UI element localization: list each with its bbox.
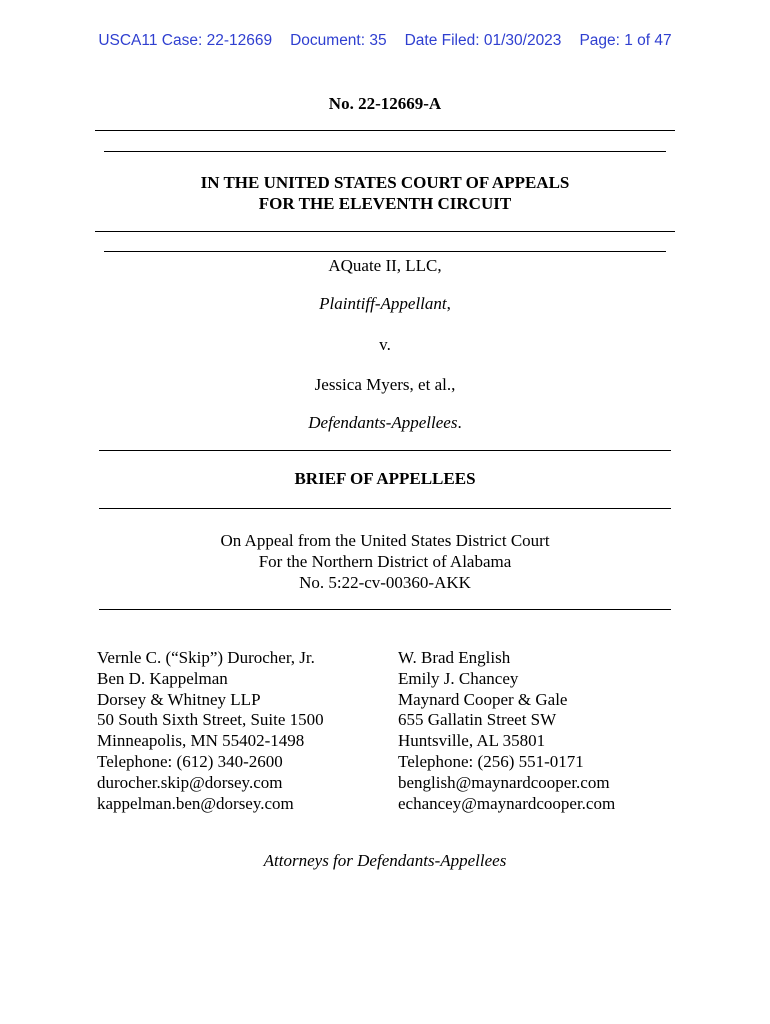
plaintiff-role-line xyxy=(0,294,770,314)
divider xyxy=(104,251,666,252)
stamp-date-filed: Date Filed: 01/30/2023 xyxy=(404,32,562,49)
attorney-block-dorsey xyxy=(97,648,324,814)
stamp-page: Page: 1 of 47 xyxy=(579,32,672,49)
appeal-line1: On Appeal from the United States District Court xyxy=(220,531,550,550)
attorney-line: kappelman.ben@dorsey.com xyxy=(97,793,294,813)
court-name-line2: FOR THE ELEVENTH CIRCUIT xyxy=(258,194,512,213)
appeal-line2: For the Northern District of Alabama xyxy=(258,552,512,571)
attorneys-for: Attorneys for Defendants-Appellees xyxy=(263,851,507,870)
court-name-line1: IN THE UNITED STATES COURT OF APPEALS xyxy=(200,173,570,192)
stamp-case: USCA11 Case: 22-12669 xyxy=(98,32,273,49)
attorney-line: 50 South Sixth Street, Suite 1500 xyxy=(97,710,324,730)
divider xyxy=(99,609,671,610)
filing-stamp xyxy=(0,32,770,50)
divider xyxy=(95,130,675,131)
versus: v. xyxy=(379,335,391,354)
attorney-line: Telephone: (256) 551-0171 xyxy=(398,751,584,771)
attorney-line: Maynard Cooper & Gale xyxy=(398,689,568,709)
case-number: No. 22-12669-A xyxy=(328,94,442,113)
attorney-line: W. Brad English xyxy=(398,648,511,667)
stamp-document: Document: 35 xyxy=(290,32,387,49)
plaintiff-name: AQuate II, LLC, xyxy=(328,256,442,275)
plaintiff-role: Plaintiff-Appellant xyxy=(319,294,447,313)
attorney-line: Minneapolis, MN 55402-1498 xyxy=(97,731,305,751)
attorney-line: 655 Gallatin Street SW xyxy=(398,710,557,730)
divider xyxy=(95,231,675,232)
attorney-line: Telephone: (612) 340-2600 xyxy=(97,751,283,771)
attorney-line: Vernle C. (“Skip”) Durocher, Jr. xyxy=(97,648,315,667)
divider xyxy=(99,508,671,509)
defendants-name: Jessica Myers, et al., xyxy=(314,375,456,394)
plaintiff-role-punct: , xyxy=(446,294,451,313)
defendants-role-punct: . xyxy=(457,413,462,432)
attorney-line: Huntsville, AL 35801 xyxy=(398,731,546,751)
attorney-line: Ben D. Kappelman xyxy=(97,668,228,688)
attorney-line: durocher.skip@dorsey.com xyxy=(97,772,283,792)
defendants-role: Defendants-Appellees xyxy=(308,413,458,432)
divider xyxy=(104,151,666,152)
attorney-block-maynard xyxy=(398,648,615,814)
appeal-line3: No. 5:22-cv-00360-AKK xyxy=(299,573,471,592)
attorney-line: benglish@maynardcooper.com xyxy=(398,772,610,792)
defendants-role-line xyxy=(0,413,770,433)
attorney-line: echancey@maynardcooper.com xyxy=(398,793,616,813)
divider xyxy=(99,450,671,451)
attorney-line: Emily J. Chancey xyxy=(398,668,519,688)
brief-title: BRIEF OF APPELLEES xyxy=(294,469,476,488)
attorney-line: Dorsey & Whitney LLP xyxy=(97,689,261,709)
